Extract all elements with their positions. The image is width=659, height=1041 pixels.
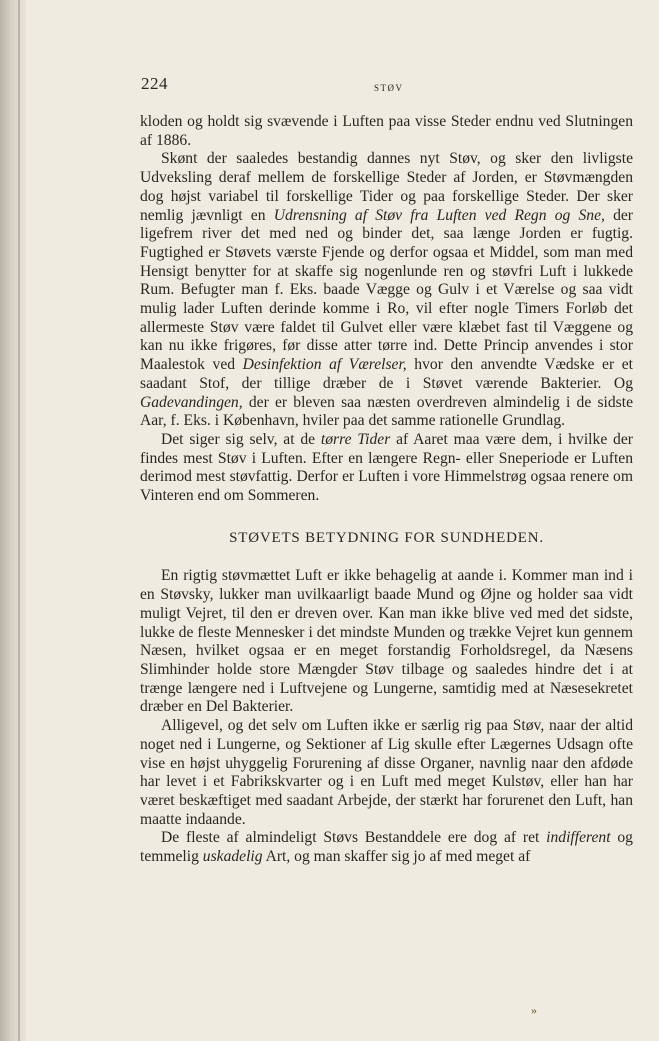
paragraph bbox=[140, 150, 633, 431]
italic-text: tørre Tider bbox=[320, 430, 391, 448]
text-segment: og temmelig bbox=[140, 829, 633, 866]
paragraphs-after-heading bbox=[140, 567, 633, 866]
paragraphs-before-heading bbox=[140, 113, 633, 506]
ink-mark: » bbox=[531, 1003, 537, 1017]
italic-text: Gadevandingen, bbox=[140, 393, 243, 411]
paragraph bbox=[140, 567, 633, 717]
italic-text: uskadelig bbox=[202, 848, 263, 866]
italic-text: indifferent bbox=[546, 829, 611, 847]
text-segment: Skønt der saaledes bestandig dannes nyt Støv, og sker den livligste Udveksling deraf mellem de forskellige Steder af Jorden, er Støvmængden dog højst variabel til forskellige Tider og paa forskellige Steder. Der sker nemlig jævnligt en bbox=[140, 150, 633, 224]
gutter-line bbox=[18, 0, 20, 1041]
body-text bbox=[140, 113, 633, 867]
text-segment: Alligevel, og det selv om Luften ikke er særlig rig paa Støv, naar der altid noget ned i Lungerne, og Sektioner af Lig skulle efter Lægernes Udsagn ofte vise en højst uhyggelig Forurening af disse Organer, navnlig naar den afdøde har levet i et Fabrikskvarter og i en Luft med meget Kulstøv, eller han har været beskæftiget med saadant Arbejde, der stærkt har forurenet den Luft, han maatte indaande. bbox=[140, 717, 633, 828]
italic-text: Desinfektion af Værelser, bbox=[242, 356, 407, 374]
section-heading: STØVETS BETYDNING FOR SUNDHEDEN. bbox=[229, 529, 544, 546]
page-number: 224 bbox=[141, 74, 168, 93]
page-header bbox=[26, 74, 659, 98]
text-segment: En rigtig støvmættet Luft er ikke behagelig at aande i. Kommer man ind i en Støvsky, lukker man uvilkaarligt baade Mund og Øjne og holder saa vidt muligt Vejret, til den er dreven over. Kan man ikke blive ved med det sidste, lukke de fleste Mennesker i det mindste Munden og trække Vejret kun gennem Næsen, hvilket ogsaa er en meget forstandig Forholdsregel, da Næsens Slimhinder holde store Mængder Støv tilbage og saaledes hindre det i at trænge længere ned i Luftvejene og Lungerne, samtidig med at Næsesekretet dræber en Del Bakterier. bbox=[140, 567, 633, 716]
text-segment: kloden og holdt sig svævende i Luften paa visse Steder endnu ved Slutningen af 1886. bbox=[140, 113, 633, 149]
text-segment: Art, og man skaffer sig jo af med meget af bbox=[262, 848, 531, 866]
text-segment: hvor den anvendte Vædske er et saadant Stof, der tillige dræber de i Støvet værende Bakterier. Og bbox=[140, 356, 633, 392]
text-segment: De fleste af almindeligt Støvs Bestanddele ere dog af ret bbox=[161, 829, 547, 847]
text-segment: der er bleven saa næsten overdreven almindelig i de sidste Aar, f. Eks. i København, hviler paa det samme rationelle Grundlag. bbox=[140, 393, 633, 430]
text-segment: der ligefrem river det med ned og binder det, saa længe Jorden er fugtig. Fugtighed er Støvets værste Fjende og derfor ogsaa et Middel, som man med Hensigt benytter for at skaffe sig nogenlunde ren og støvfri Luft i lukkede Rum. Befugter man f. Eks. baade Vægge og Gulv i et Værelse og saa vidt mulig lader Luften derinde komme i Ro, vil efter nogle Timers Forløb det allermeste Støv være faldet til Gulvet eller være klæbet fast til Væggene og kan nu ikke frigøres, før disse atter tørre ind. Dette Princip anvendes i stor Maalestok ved bbox=[140, 206, 633, 374]
running-title: STØV bbox=[374, 83, 404, 93]
text-segment: af Aaret maa være dem, i hvilke der findes mest Støv i Luften. Efter en længere Regn- eller Sneperiode er Luften derimod mest støvfattig. Derfor er Luften i vore Himmelstrøg ogsaa renere om Vinteren end om Sommeren. bbox=[140, 430, 633, 505]
paragraph bbox=[140, 113, 633, 150]
text-segment: Det siger sig selv, at de bbox=[161, 430, 321, 448]
paragraph bbox=[140, 431, 633, 506]
paragraph bbox=[140, 717, 633, 829]
paragraph bbox=[140, 829, 633, 866]
book-gutter-shadow bbox=[0, 0, 26, 1041]
italic-text: Udrensning af Støv fra Luften ved Regn og Sne, bbox=[273, 206, 605, 224]
book-page bbox=[26, 0, 659, 1041]
